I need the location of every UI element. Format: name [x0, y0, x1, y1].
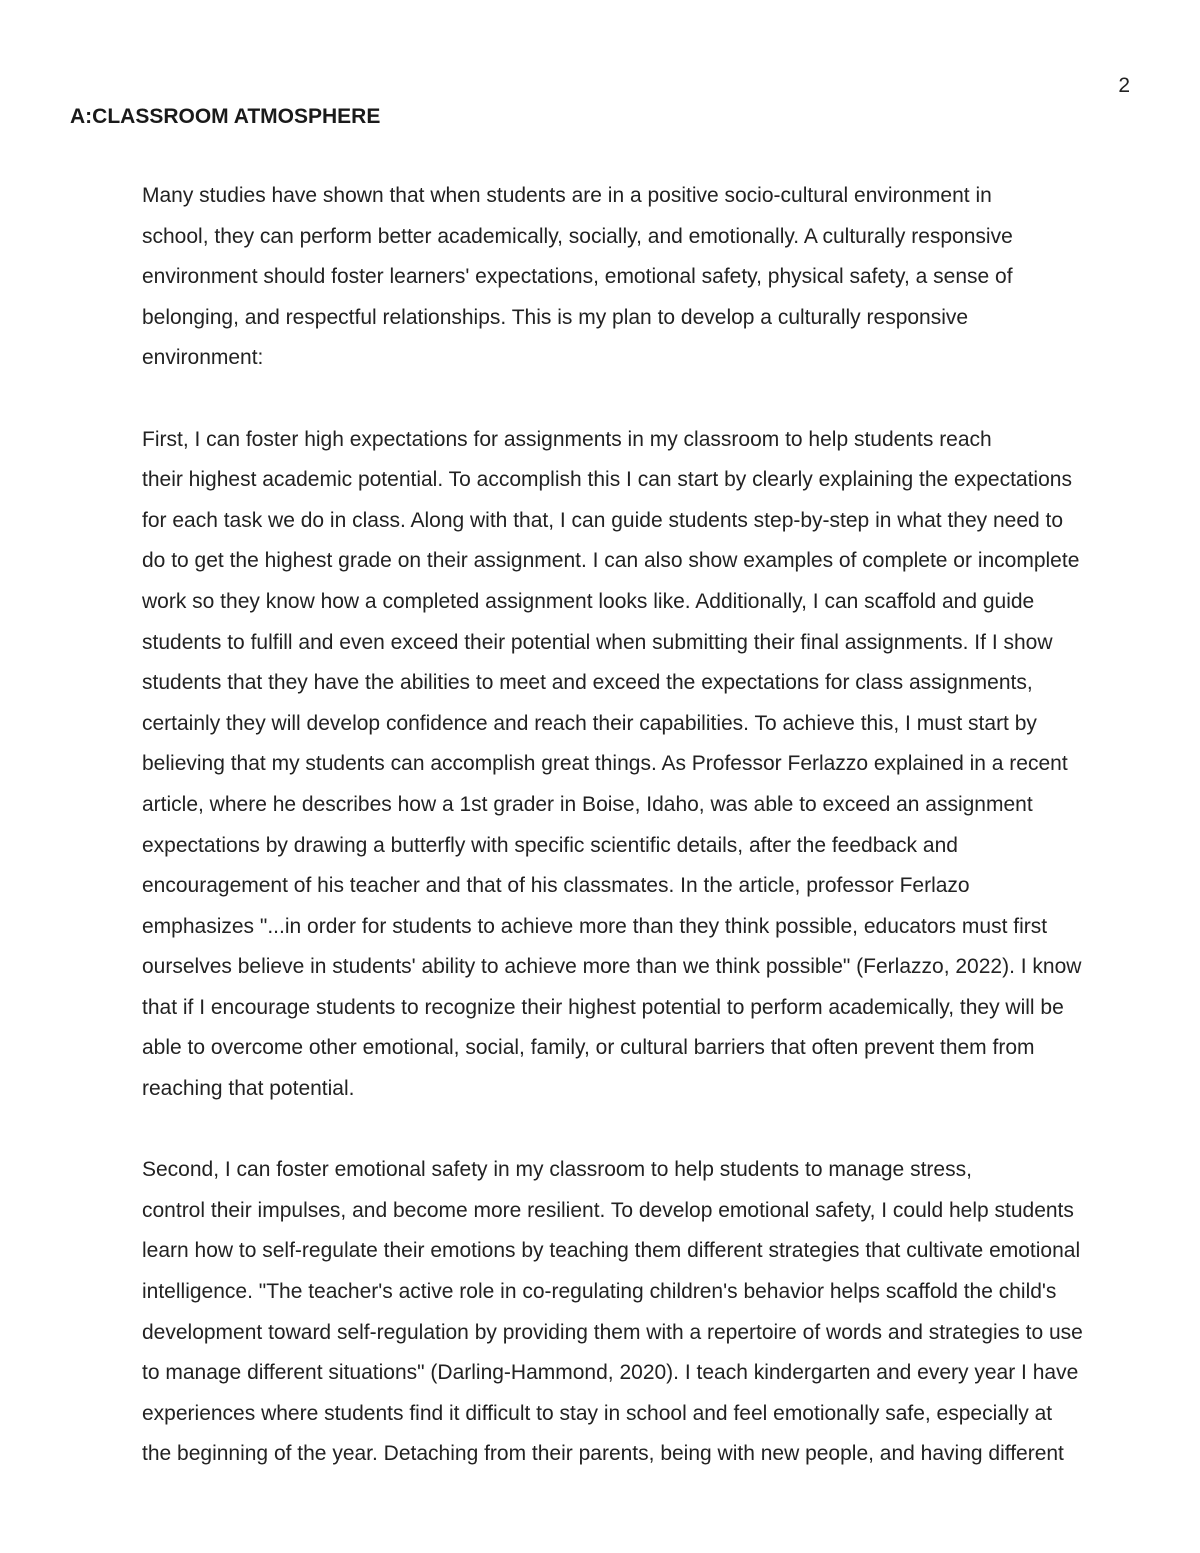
text-line: experiences where students find it difficult to stay in school and feel emotionally safe, especially at — [142, 1401, 1053, 1425]
text-line: able to overcome other emotional, social, family, or cultural barriers that often prevent them from — [142, 1036, 1035, 1060]
text-line: students that they have the abilities to meet and exceed the expectations for class assignments, — [142, 671, 1033, 695]
text-line: emphasizes "...in order for students to achieve more than they think possible, educators must first — [142, 914, 1048, 938]
text-line: encouragement of his teacher and that of his classmates. In the article, professor Ferlazo — [142, 874, 970, 898]
text-line: their highest academic potential. To accomplish this I can start by clearly explaining the expectations — [142, 468, 1072, 492]
text-line: development toward self-regulation by providing them with a repertoire of words and strategies to use — [142, 1320, 1083, 1344]
text-line: intelligence. "The teacher's active role in co-regulating children's behavior helps scaffold the child's — [142, 1280, 1057, 1304]
text-line: reaching that potential. — [142, 1077, 355, 1101]
text-line: do to get the highest grade on their assignment. I can also show examples of complete or incomplete — [142, 549, 1080, 573]
paragraph — [70, 176, 1130, 379]
text-line: school, they can perform better academically, socially, and emotionally. A culturally responsive — [142, 224, 1013, 248]
text-line: control their impulses, and become more resilient. To develop emotional safety, I could help students — [142, 1198, 1074, 1222]
text-line: expectations by drawing a butterfly with specific scientific details, after the feedback and — [142, 833, 958, 857]
paragraph — [70, 420, 1130, 1110]
body-text — [70, 176, 1130, 1516]
paragraph — [70, 1150, 1130, 1475]
text-line: Second, I can foster emotional safety in my classroom to help students to manage stress, — [142, 1158, 972, 1182]
text-line: environment: — [142, 346, 264, 370]
text-line: to manage different situations" (Darling-Hammond, 2020). I teach kindergarten and every year I have — [142, 1361, 1079, 1385]
text-line: Many studies have shown that when students are in a positive socio-cultural environment in — [142, 184, 992, 207]
text-line: ourselves believe in students' ability to achieve more than we think possible" (Ferlazzo, 2022). I know — [142, 955, 1082, 979]
text-line: certainly they will develop confidence and reach their capabilities. To achieve this, I must start by — [142, 711, 1037, 735]
text-line: work so they know how a completed assignment looks like. Additionally, I can scaffold and guide — [142, 589, 1035, 613]
text-line: believing that my students can accomplish great things. As Professor Ferlazzo explained in a recent — [142, 752, 1068, 776]
text-line: belonging, and respectful relationships. This is my plan to develop a culturally responsive — [142, 305, 969, 329]
section-heading: A:CLASSROOM ATMOSPHERE — [70, 105, 381, 128]
text-line: students to fulfill and even exceed their potential when submitting their final assignments. If I show — [142, 630, 1053, 654]
text-line: learn how to self-regulate their emotions by teaching them different strategies that cultivate emotional — [142, 1239, 1081, 1263]
text-line: the beginning of the year. Detaching from their parents, being with new people, and having different — [142, 1442, 1064, 1466]
text-line: First, I can foster high expectations for assignments in my classroom to help students reach — [142, 427, 992, 451]
text-line: environment should foster learners' expectations, emotional safety, physical safety, a sense of — [142, 265, 1013, 289]
text-line: for each task we do in class. Along with that, I can guide students step-by-step in what they need to — [142, 508, 1064, 532]
text-line: article, where he describes how a 1st grader in Boise, Idaho, was able to exceed an assignment — [142, 792, 1033, 816]
page-number: 2 — [1118, 74, 1130, 97]
text-line: that if I encourage students to recognize their highest potential to perform academically, they will be — [142, 995, 1064, 1019]
